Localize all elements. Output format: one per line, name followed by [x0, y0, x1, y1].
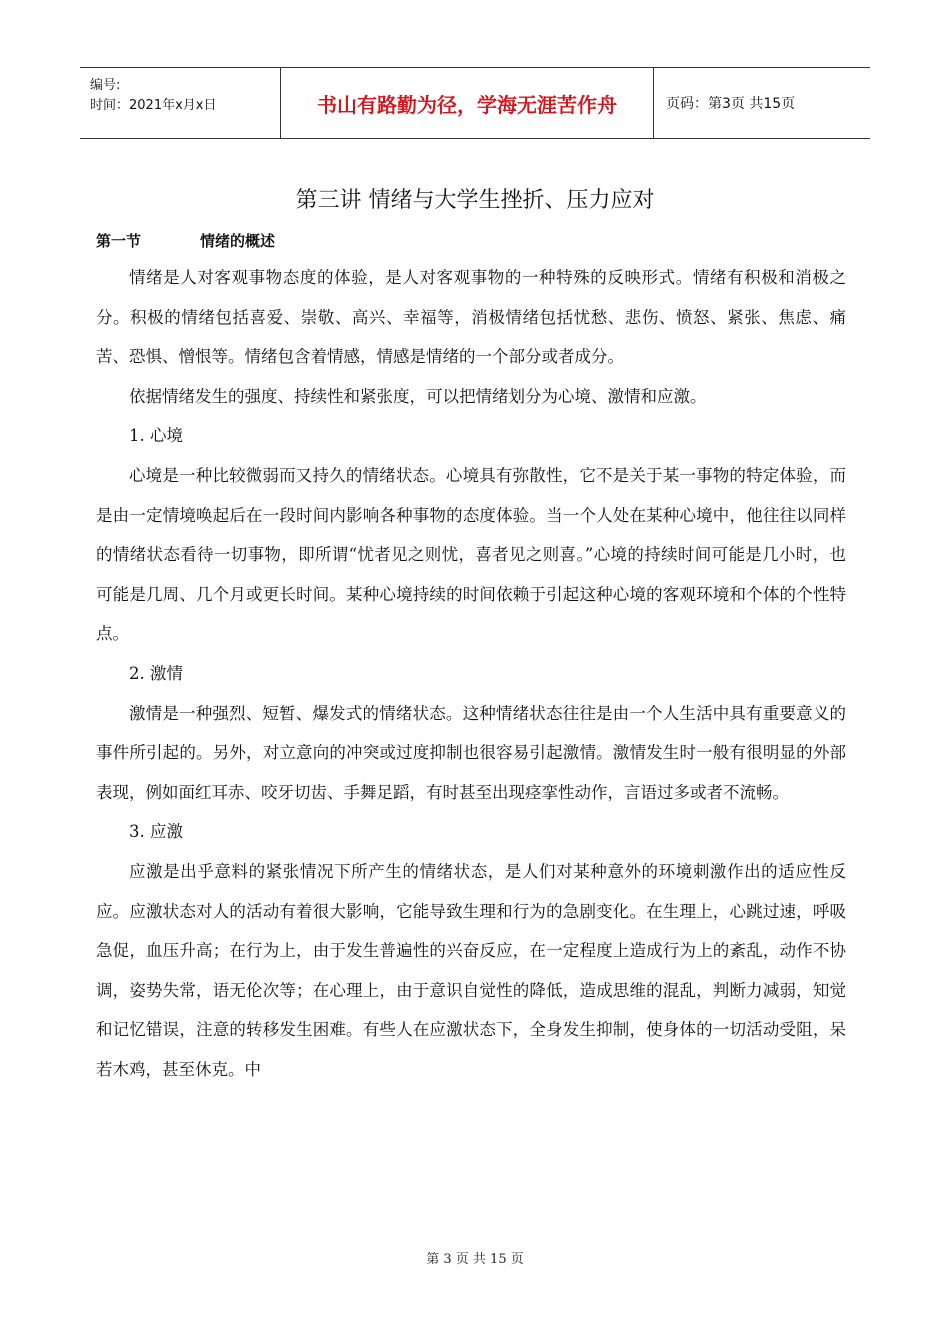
doc-number-label: 编号: [90, 78, 121, 93]
paragraph: 情绪是人对客观事物态度的体验，是人对客观事物的一种特殊的反映形式。情绪有积极和消极之分。积极的情绪包括喜爱、崇敬、高兴、幸福等，消极情绪包括忧愁、悲伤、愤怒、紧张、焦虑、痛苦、恐惧、憎恨等。情绪包含着情感，情感是情绪的一个部分或者成分。 [96, 268, 846, 367]
page-footer: 第 3 页 共 15 页 [426, 1252, 524, 1267]
page-title: 第三讲 情绪与大学生挫折、压力应对 [295, 188, 655, 213]
list-heading: 2. 激情 [129, 663, 183, 683]
header-page-cell [654, 68, 870, 138]
section-number: 第一节 [96, 232, 142, 250]
section-heading [96, 230, 275, 251]
section-name: 情绪的概述 [200, 232, 276, 250]
list-heading: 1. 心境 [129, 426, 183, 446]
header-motto-cell [281, 68, 654, 138]
body-text [96, 258, 846, 1089]
paragraph: 应激是出乎意料的紧张情况下所产生的情绪状态，是人们对某种意外的环境刺激作出的适应性反应。应激状态对人的活动有着很大影响，它能导致生理和行为的急剧变化。在生理上，心跳过速，呼吸急促，血压升高；在行为上，由于发生普遍性的兴奋反应，在一定程度上造成行为上的紊乱，动作不协调，姿势失常，语无伦次等；在心理上，由于意识自觉性的降低，造成思维的混乱，判断力减弱，知觉和记忆错误，注意的转移发生困难。有些人在应激状态下，全身发生抑制，使身体的一切活动受阻，呆若木鸡，甚至休克。中 [96, 861, 846, 1079]
header-page-info: 页码：第3页 共15页 [666, 96, 796, 112]
header-meta-cell [80, 68, 281, 138]
paragraph: 激情是一种强烈、短暂、爆发式的情绪状态。这种情绪状态往往是由一个人生活中具有重要意义的事件所引起的。另外，对立意向的冲突或过度抑制也很容易引起激情。激情发生时一般有很明显的外部表现，例如面红耳赤、咬牙切齿、手舞足蹈，有时甚至出现痉挛性动作，言语过多或者不流畅。 [96, 703, 846, 802]
doc-date: 时间：2021年x月x日 [90, 98, 217, 113]
header-motto: 书山有路勤为径，学海无涯苦作舟 [317, 92, 617, 117]
document-header [80, 67, 870, 139]
paragraph: 依据情绪发生的强度、持续性和紧张度，可以把情绪划分为心境、激情和应激。 [129, 386, 707, 406]
paragraph: 心境是一种比较微弱而又持久的情绪状态。心境具有弥散性，它不是关于某一事物的特定体验，而是由一定情境唤起后在一段时间内影响各种事物的态度体验。当一个人处在某种心境中，他往往以同样的情绪状态看待一切事物，即所谓“忧者见之则忧，喜者见之则喜。”心境的持续时间可能是几小时，也可能是几周、几个月或更长时间。某种心境持续的时间依赖于引起这种心境的客观环境和个体的个性特点。 [96, 465, 846, 644]
list-heading: 3. 应激 [129, 822, 183, 842]
